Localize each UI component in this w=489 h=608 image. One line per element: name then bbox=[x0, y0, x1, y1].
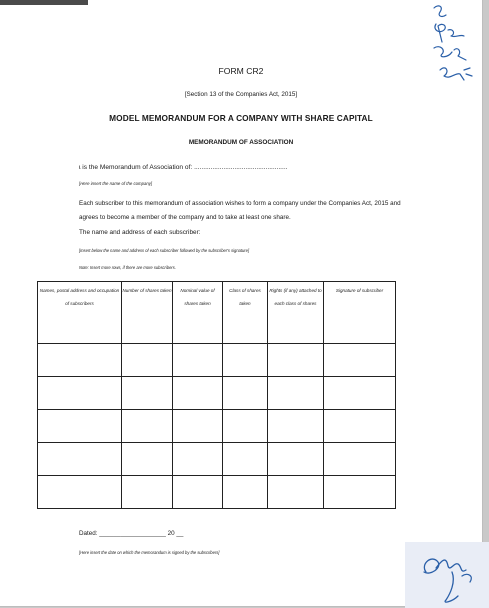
table-cell[interactable] bbox=[268, 377, 324, 410]
col-header-rights: Rights (if any) attached to each class of shares bbox=[268, 282, 324, 344]
table-cell[interactable] bbox=[268, 476, 324, 509]
table-cell[interactable] bbox=[173, 377, 223, 410]
table-cell[interactable] bbox=[38, 344, 122, 377]
table-cell[interactable] bbox=[38, 377, 122, 410]
table-cell[interactable] bbox=[223, 476, 268, 509]
table-cell[interactable] bbox=[38, 443, 122, 476]
table-cell[interactable] bbox=[38, 410, 122, 443]
insert-names-note: [Insert below the name and address of each subscriber followed by the subscriber's signature] bbox=[79, 248, 250, 253]
table-row bbox=[38, 476, 396, 509]
more-rows-note: Note: Insert more rows, if there are more subscribers. bbox=[79, 265, 176, 270]
document-subtitle: MEMORANDUM OF ASSOCIATION bbox=[188, 139, 294, 146]
dated-line: Dated: ___________________ 20 __ bbox=[79, 530, 184, 537]
document-title: MODEL MEMORANDUM FOR A COMPANY WITH SHARE CAPITAL bbox=[109, 113, 373, 123]
col-header-signature: Signature of subscriber bbox=[324, 282, 396, 344]
table-cell[interactable] bbox=[268, 410, 324, 443]
table-cell[interactable] bbox=[324, 410, 396, 443]
col-header-names: Names, postal address and occupation of subscribers bbox=[38, 282, 122, 344]
company-name-note: [Here insert the name of the company] bbox=[79, 181, 153, 186]
table-cell[interactable] bbox=[324, 443, 396, 476]
signature bbox=[412, 542, 488, 608]
table-cell[interactable] bbox=[173, 476, 223, 509]
table-cell[interactable] bbox=[268, 344, 324, 377]
table-cell[interactable] bbox=[122, 410, 173, 443]
table-cell[interactable] bbox=[223, 410, 268, 443]
subscriber-paragraph: Each subscriber to this memorandum of association wishes to form a company under the Companies Act, 2015 and agrees to become a member of the company and to take at least one share. bbox=[79, 200, 401, 221]
table-cell[interactable] bbox=[223, 344, 268, 377]
col-header-nominal-value: Nominal value of shares taken bbox=[173, 282, 223, 344]
table-cell[interactable] bbox=[223, 443, 268, 476]
subscriber-names-line: The name and address of each subscriber: bbox=[79, 229, 201, 236]
table-cell[interactable] bbox=[223, 377, 268, 410]
table-row bbox=[38, 410, 396, 443]
table-cell[interactable] bbox=[268, 443, 324, 476]
form-number: FORM CR2 bbox=[218, 66, 264, 76]
top-edge-bar bbox=[0, 0, 88, 5]
date-note: [Here insert the date on which the memorandum is signed by the subscribers] bbox=[79, 550, 220, 555]
handwritten-annotation bbox=[420, 0, 482, 95]
table-header-row bbox=[38, 282, 396, 344]
table-cell[interactable] bbox=[324, 377, 396, 410]
col-header-number-of-shares: Number of shares taken bbox=[122, 282, 173, 344]
table-cell[interactable] bbox=[122, 476, 173, 509]
table-cell[interactable] bbox=[38, 476, 122, 509]
company-name-line: ɩ is the Memorandum of Association of: ................................................... bbox=[79, 164, 288, 171]
table-cell[interactable] bbox=[324, 476, 396, 509]
table-cell[interactable] bbox=[122, 377, 173, 410]
table-cell[interactable] bbox=[173, 443, 223, 476]
col-header-class-of-shares: Class of shares taken bbox=[223, 282, 268, 344]
table-row bbox=[38, 443, 396, 476]
section-reference: [Section 13 of the Companies Act, 2015] bbox=[184, 91, 298, 98]
table-cell[interactable] bbox=[122, 443, 173, 476]
table-cell[interactable] bbox=[173, 344, 223, 377]
table-cell[interactable] bbox=[173, 410, 223, 443]
subscribers-table bbox=[37, 281, 396, 509]
table-row bbox=[38, 377, 396, 410]
table-row bbox=[38, 344, 396, 377]
table-cell[interactable] bbox=[122, 344, 173, 377]
table-cell[interactable] bbox=[324, 344, 396, 377]
